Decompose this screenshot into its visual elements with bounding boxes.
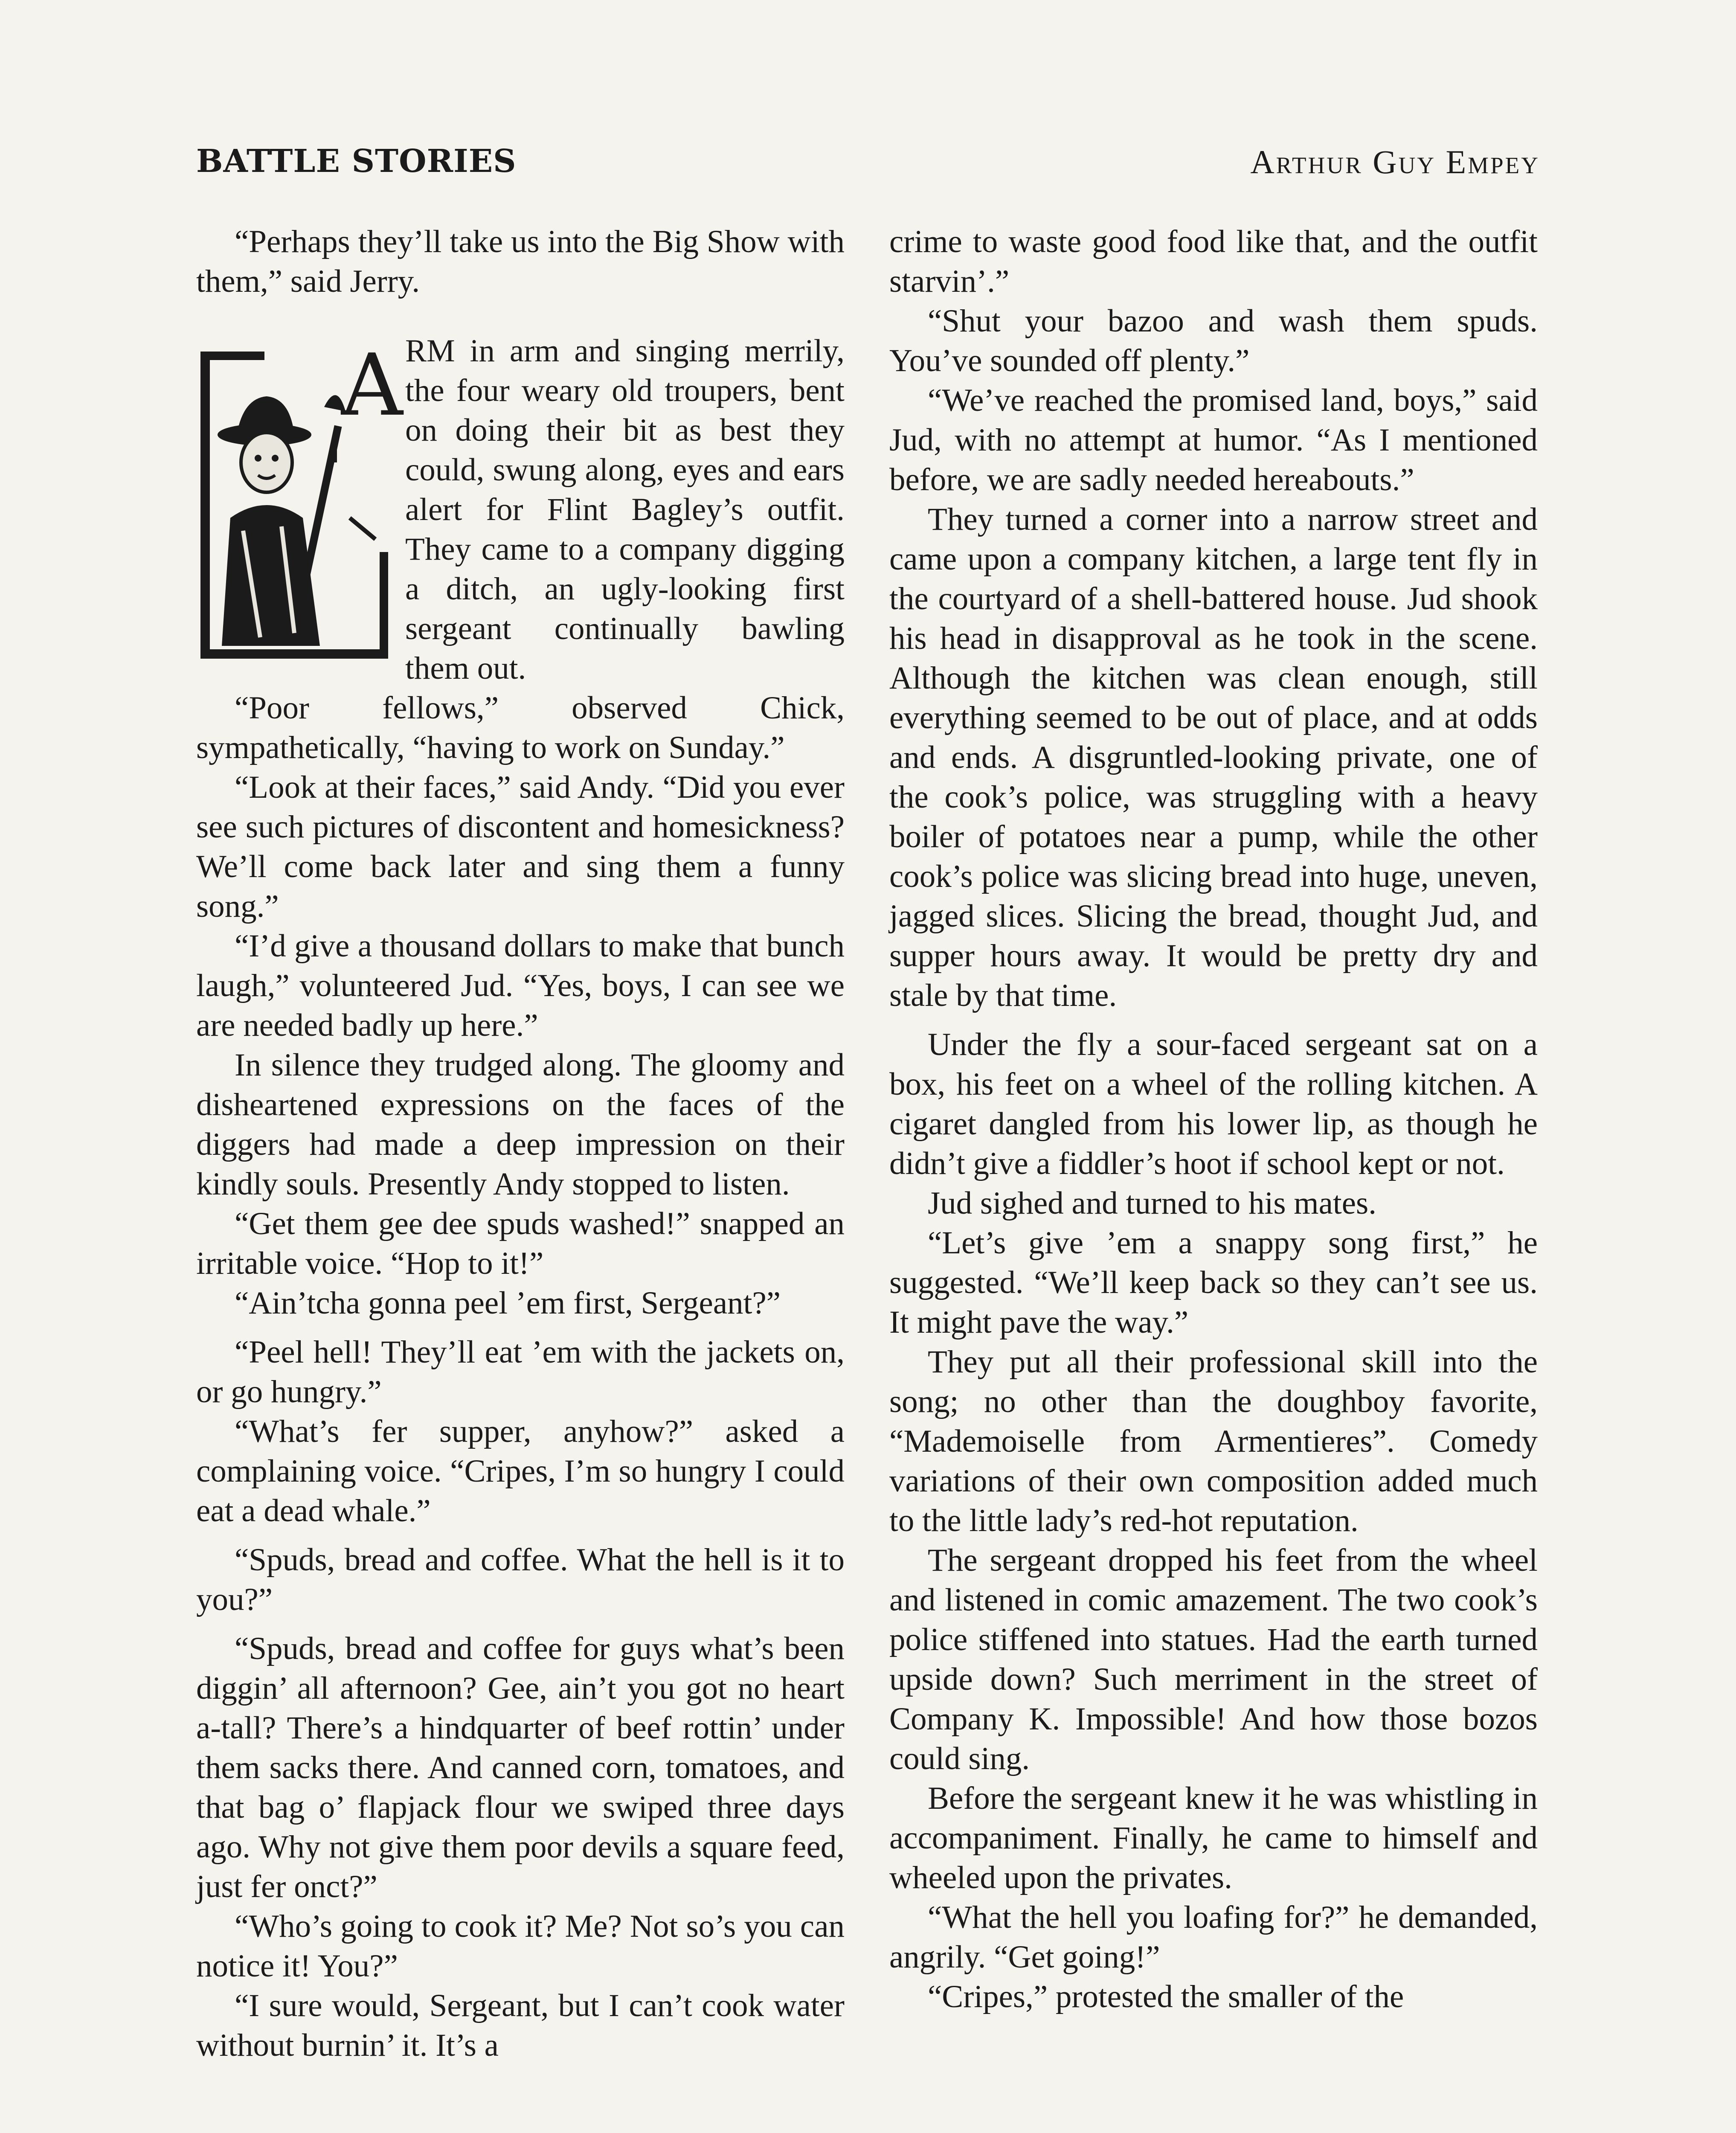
paragraph: They put all their professional skill into the song; no other than the doughboy favorite, “Mademoiselle from Armentieres”. Comedy variations of their own composition added much to the little lady’s red-hot reputation. bbox=[889, 1344, 1538, 1538]
dropcap-illustration bbox=[196, 336, 403, 663]
paragraph: “Who’s going to cook it? Me? Not so’s you can notice it! You?” bbox=[196, 1909, 845, 1984]
paragraph: “Perhaps they’ll take us into the Big Show with them,” said Jerry. bbox=[196, 224, 845, 299]
paragraph: “Ain’tcha gonna peel ’em first, Sergeant?” bbox=[235, 1285, 781, 1321]
paragraph: “I’d give a thousand dollars to make that bunch laugh,” volunteered Jud. “Yes, boys, I can see we are needed badly up here.” bbox=[196, 928, 845, 1043]
paragraph: “Peel hell! They’ll eat ’em with the jackets on, or go hungry.” bbox=[196, 1334, 845, 1409]
paragraph: “I sure would, Sergeant, but I can’t cook water without burnin’ it. It’s a bbox=[196, 1988, 845, 2063]
paragraph: “Spuds, bread and coffee. What the hell is it to you?” bbox=[196, 1542, 845, 1617]
paragraph-text: RM in arm and singing merrily, the four weary old troupers, bent on doing their bit as best they could, swung along, eyes and ears alert for Flint Bagley’s outfit. They came to a company digging a ditch, an ugly-looking first sergeant continually bawling them out. bbox=[405, 333, 845, 686]
paragraph: crime to waste good food like that, and the outfit starvin’.” bbox=[889, 224, 1538, 299]
paragraph: The sergeant dropped his feet from the wheel and listened in comic amazement. The two cook’s police stiffened into statues. Had the earth turned upside down? Such merriment in the street of Company K. Impossible! And how those bozos could sing. bbox=[889, 1543, 1538, 1776]
paragraph: They turned a corner into a narrow street and came upon a company kitchen, a large tent fly in the courtyard of a shell-battered house. Jud shook his head in disapproval as he took in the scene. Although the kitchen was clean enough, still everything seemed to be out of place, and at odds and ends. A disgruntled-looking private, one of the cook’s police, was struggling with a heavy boiler of potatoes near a pump, while the other cook’s police was slicing bread into huge, uneven, jagged slices. Slicing the bread, thought Jud, and supper hours away. It would be pretty dry and stale by that time. bbox=[889, 502, 1538, 1013]
paragraph: “Let’s give ’em a snappy song first,” he suggested. “We’ll keep back so they can’t see us. It might pave the way.” bbox=[889, 1225, 1538, 1340]
paragraph: “Get them gee dee spuds washed!” snapped an irritable voice. “Hop to it!” bbox=[196, 1206, 845, 1281]
paragraph: In silence they trudged along. The gloomy and disheartened expressions on the faces of the diggers had made a deep impression on their kindly souls. Presently Andy stopped to listen. bbox=[196, 1047, 845, 1202]
paragraph: “Shut your bazoo and wash them spuds. You’ve sounded off plenty.” bbox=[889, 303, 1538, 378]
left-column bbox=[196, 222, 845, 2065]
paragraph: “What the hell you loafing for?” he demanded, angrily. “Get going!” bbox=[889, 1900, 1538, 1975]
paragraph: “We’ve reached the promised land, boys,” said Jud, with no attempt at humor. “As I mentioned before, we are sadly needed hereabouts.” bbox=[889, 383, 1538, 497]
right-column bbox=[889, 222, 1538, 2017]
paragraph: Jud sighed and turned to his mates. bbox=[928, 1186, 1376, 1221]
running-header-author: Arthur Guy Empey bbox=[1250, 143, 1540, 180]
running-header-title: BATTLE STORIES bbox=[196, 143, 517, 180]
dropcap-letter: A bbox=[341, 336, 403, 435]
paragraph: “Spuds, bread and coffee for guys what’s been diggin’ all afternoon? Gee, ain’t you got no heart a-tall? There’s a hindquarter of beef rottin’ under them sacks there. And canned corn, tomatoes, and that bag o’ flapjack flour we swiped three days ago. Why not give them poor devils a square feed, just fer onct?” bbox=[196, 1631, 845, 1904]
dropcap-paragraph bbox=[196, 331, 845, 688]
paragraph: Under the fly a sour-faced sergeant sat on a box, his feet on a wheel of the rolling kitchen. A cigaret dangled from his lower lip, as though he didn’t give a fiddler’s hoot if school kept or not. bbox=[889, 1027, 1538, 1181]
paragraph: “Look at their faces,” said Andy. “Did you ever see such pictures of discontent and homesickness? We’ll come back later and sing them a funny song.” bbox=[196, 770, 845, 924]
paragraph: “What’s fer supper, anyhow?” asked a complaining voice. “Cripes, I’m so hungry I could eat a dead whale.” bbox=[196, 1414, 845, 1529]
paragraph: “Poor fellows,” observed Chick, sympathetically, “having to work on Sunday.” bbox=[196, 690, 845, 765]
paragraph: Before the sergeant knew it he was whistling in accompaniment. Finally, he came to himself and wheeled upon the privates. bbox=[889, 1781, 1538, 1895]
paragraph: “Cripes,” protested the smaller of the bbox=[928, 1979, 1404, 2014]
